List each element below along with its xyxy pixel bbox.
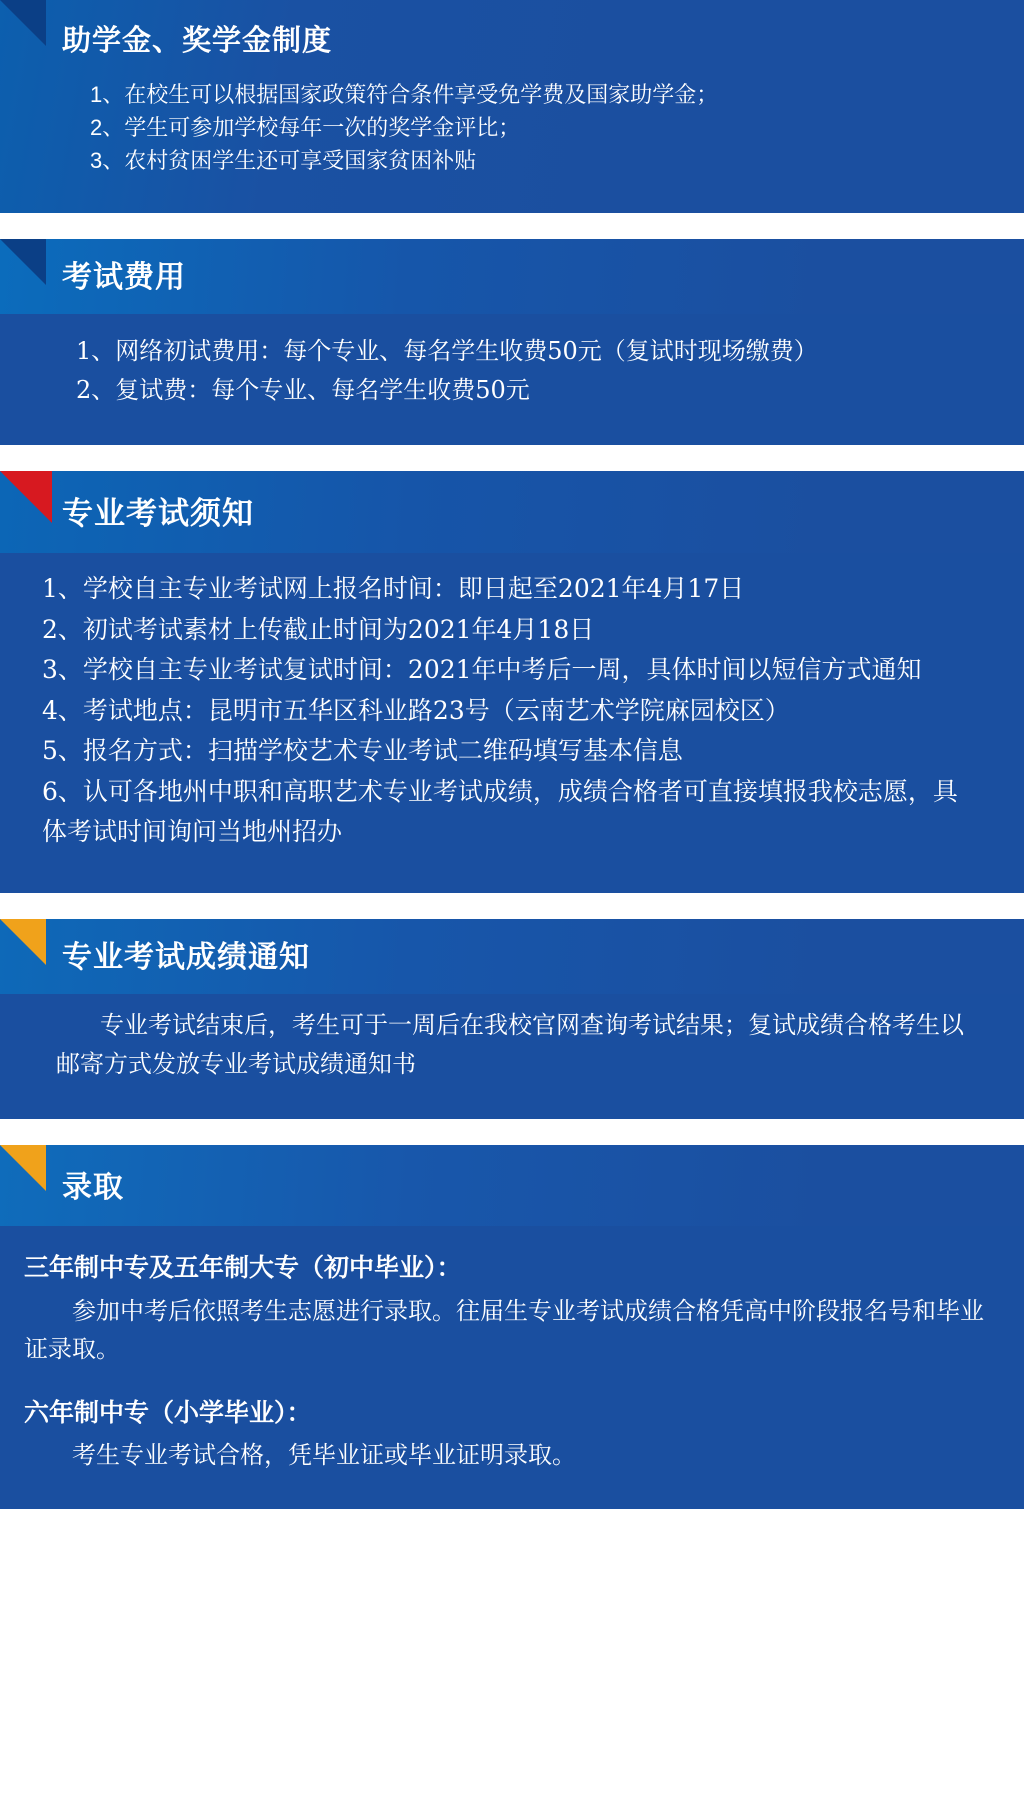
- list-item: 3、学校自主专业考试复试时间：2021年中考后一周，具体时间以短信方式通知: [42, 655, 922, 685]
- header-band-exam-notice: [0, 471, 1024, 553]
- header-band-exam-fees: [0, 239, 1024, 314]
- section-title-exam-notice: 专业考试须知: [62, 496, 254, 532]
- section-divider: [0, 445, 1024, 471]
- gold-corner-icon: [0, 919, 46, 965]
- list-item: 5、报名方式：扫描学校艺术专业考试二维码填写基本信息: [42, 736, 683, 766]
- section-score-notice: [0, 919, 1024, 1120]
- section-exam-notice: [0, 471, 1024, 893]
- section-title-score-notice: 专业考试成绩通知: [62, 940, 310, 974]
- list-item: 2、复试费：每个专业、每名学生收费50元: [76, 376, 530, 405]
- header-band-score-notice: [0, 919, 1024, 994]
- blue-corner-icon: [0, 0, 46, 46]
- list-item: 2、初试考试素材上传截止时间为2021年4月18日: [42, 614, 595, 644]
- paragraph: 专业考试结束后，考生可于一周后在我校官网查询考试结果；复试成绩合格考生以邮寄方式发放专业考试成绩通知书: [56, 1010, 964, 1078]
- section-divider: [0, 1119, 1024, 1145]
- subsection-heading: 六年制中专（小学毕业）：: [24, 1398, 312, 1427]
- header-band-admission: [0, 1145, 1024, 1226]
- section-body-grants: [0, 74, 1024, 183]
- section-divider: [0, 213, 1024, 239]
- paragraph: 参加中考后依照考生志愿进行录取。往届生专业考试成绩合格凭高中阶段报名号和毕业证录取。: [24, 1296, 984, 1364]
- subsection-heading: 三年制中专及五年制大专（初中毕业）：: [24, 1254, 462, 1283]
- section-body-admission: [0, 1226, 1024, 1508]
- gold-corner-icon: [0, 1145, 46, 1191]
- section-admission: [0, 1145, 1024, 1508]
- list-item: 3、农村贫困学生还可享受国家贫困补贴: [90, 147, 477, 173]
- blue-corner-icon: [0, 239, 46, 285]
- section-body-exam-notice: [0, 553, 1024, 893]
- list-item: 4、考试地点：昆明市五华区科业路23号（云南艺术学院麻园校区）: [42, 695, 790, 725]
- list-item: 1、在校生可以根据国家政策符合条件享受免学费及国家助学金；: [90, 81, 719, 107]
- section-grants-scholarships: [0, 0, 1024, 213]
- red-corner-icon: [0, 471, 52, 523]
- list-item: 1、学校自主专业考试网上报名时间：即日起至2021年4月17日: [42, 574, 745, 604]
- list-item: 6、认可各地州中职和高职艺术专业考试成绩，成绩合格者可直接填报我校志愿，具体考试时间询问当地州招办: [42, 776, 958, 847]
- section-exam-fees: [0, 239, 1024, 445]
- list-item: 1、网络初试费用：每个专业、每名学生收费50元（复试时现场缴费）: [76, 336, 818, 365]
- section-body-score-notice: [0, 994, 1024, 1120]
- section-divider: [0, 893, 1024, 919]
- section-title-grants: 助学金、奖学金制度: [62, 25, 333, 57]
- paragraph: 考生专业考试合格，凭毕业证或毕业证明录取。: [72, 1441, 576, 1470]
- section-body-exam-fees: [0, 314, 1024, 445]
- section-title-exam-fees: 考试费用: [62, 260, 186, 294]
- list-item: 2、学生可参加学校每年一次的奖学金评比；: [90, 114, 521, 140]
- section-title-admission: 录取: [62, 1171, 124, 1205]
